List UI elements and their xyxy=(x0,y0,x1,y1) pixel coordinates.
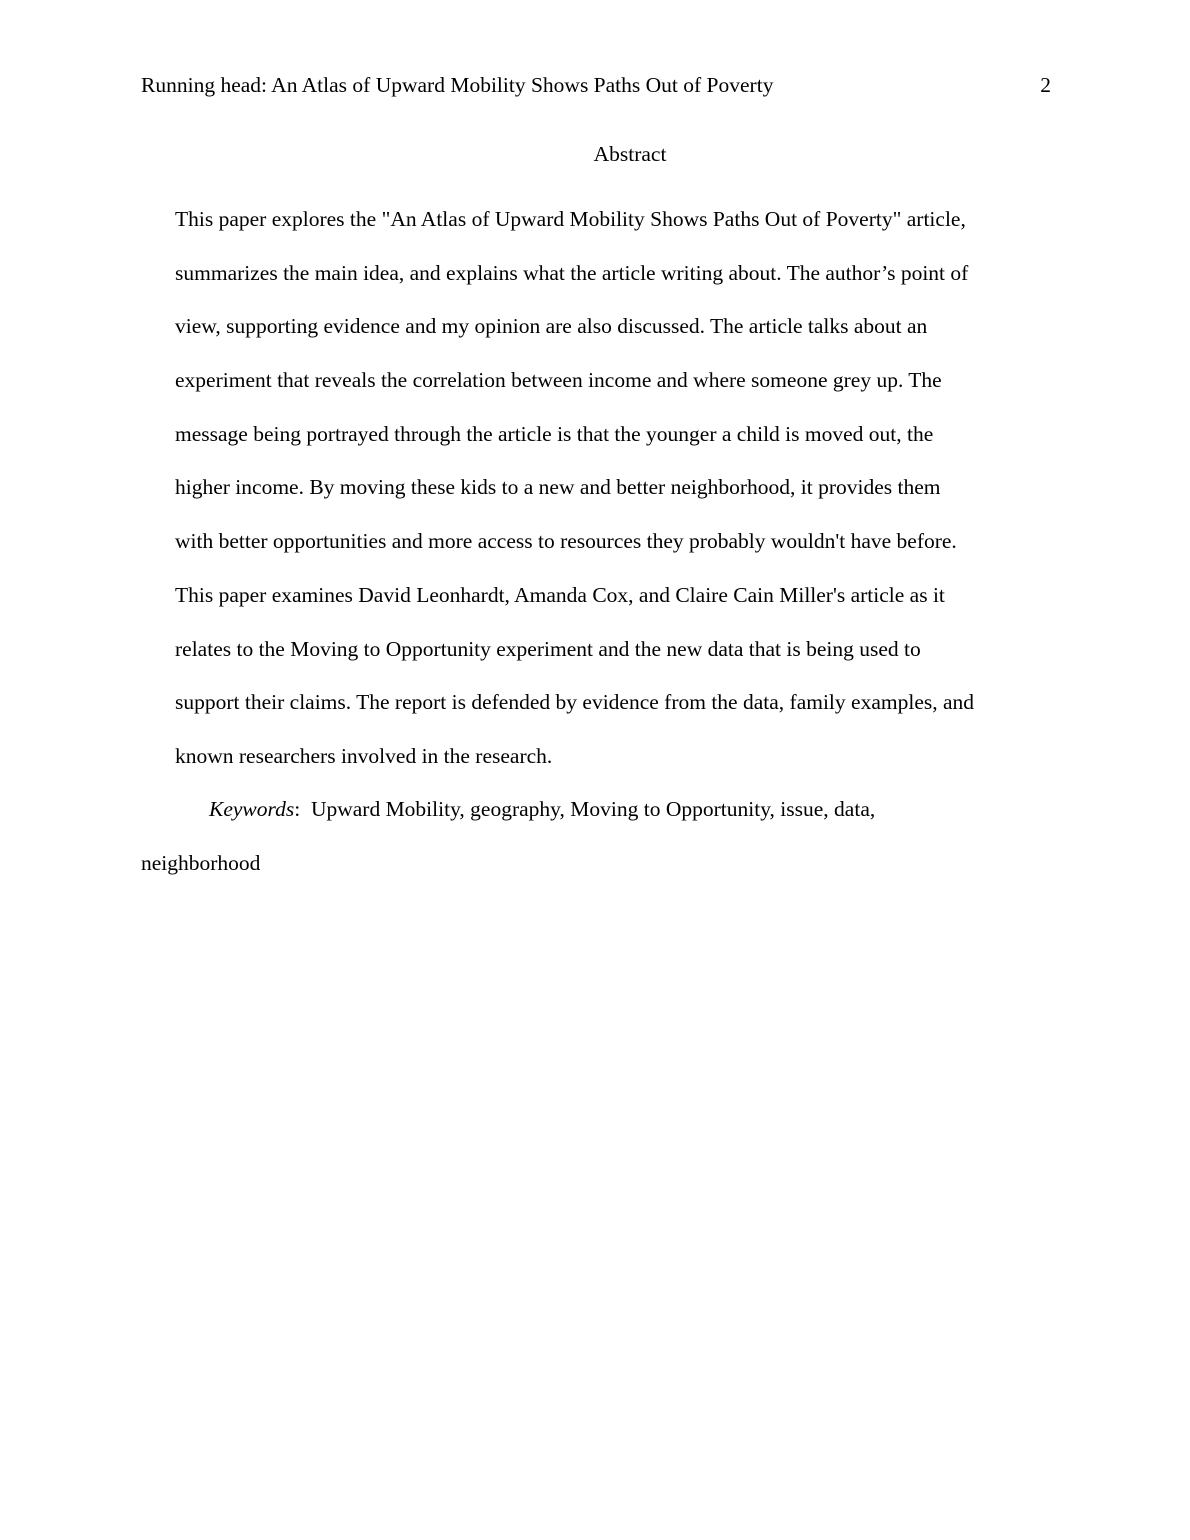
abstract-line: view, supporting evidence and my opinion are also discussed. The article talks about an xyxy=(175,314,928,339)
abstract-line: known researchers involved in the research. xyxy=(175,743,553,768)
keywords-separator: : xyxy=(294,797,301,821)
keywords-line-continued: neighborhood xyxy=(141,850,261,875)
abstract-line: This paper examines David Leonhardt, Amanda Cox, and Claire Cain Miller's article as it xyxy=(175,582,945,607)
abstract-line: relates to the Moving to Opportunity experiment and the new data that is being used to xyxy=(175,636,921,661)
abstract-line: with better opportunities and more access to resources they probably wouldn't have before. xyxy=(175,529,957,554)
abstract-heading: Abstract xyxy=(593,142,667,166)
keywords-list: Upward Mobility, geography, Moving to Opportunity, issue, data, xyxy=(310,797,876,821)
keywords-label: Keywords xyxy=(209,797,295,821)
abstract-paragraph xyxy=(175,193,1055,784)
page-header xyxy=(141,70,1051,100)
keywords-paragraph xyxy=(141,783,1021,890)
abstract-line: support their claims. The report is defended by evidence from the data, family examples, and xyxy=(175,690,975,715)
keywords-line xyxy=(141,783,1021,837)
page-number: 2 xyxy=(1040,73,1051,97)
abstract-line: This paper explores the "An Atlas of Upward Mobility Shows Paths Out of Poverty" article, xyxy=(175,207,966,231)
running-head: Running head: An Atlas of Upward Mobility Shows Paths Out of Poverty xyxy=(141,73,774,97)
abstract-line: message being portrayed through the article is that the younger a child is moved out, the xyxy=(175,421,934,446)
abstract-line: higher income. By moving these kids to a new and better neighborhood, it provides them xyxy=(175,475,941,500)
abstract-line: summarizes the main idea, and explains what the article writing about. The author’s point of xyxy=(175,260,969,285)
abstract-line: experiment that reveals the correlation between income and where someone grey up. The xyxy=(175,368,942,393)
